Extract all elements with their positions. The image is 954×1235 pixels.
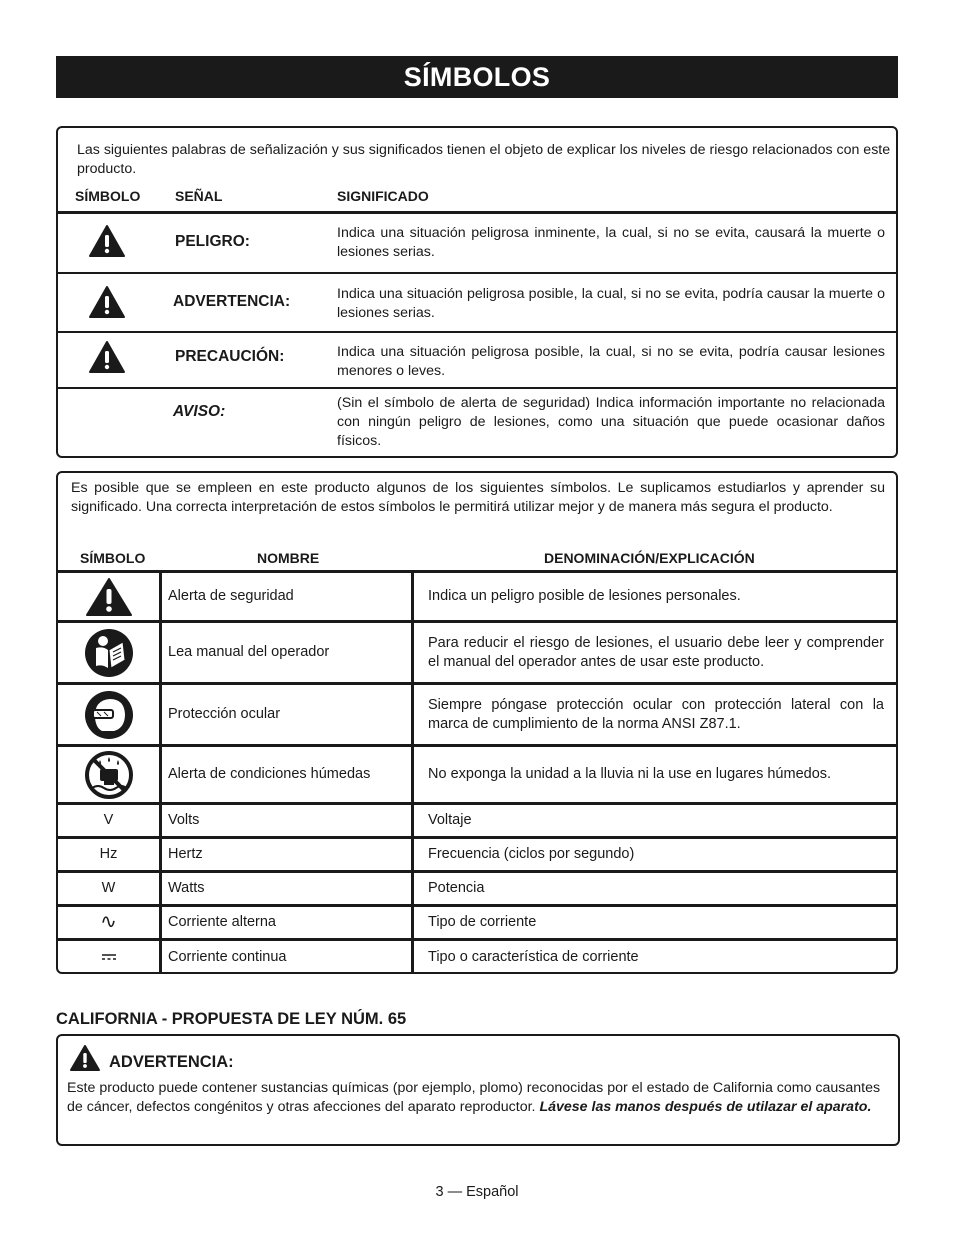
signal-text-precaucion: Indica una situación peligrosa posible, la cual, si no se evita, podría causar lesiones menores o leves. xyxy=(337,344,885,379)
description-cell: Para reducir el riesgo de lesiones, el usuario debe leer y comprender el manual del operador antes de usar este producto. xyxy=(428,634,884,670)
description-cell: Siempre póngase protección ocular con protección lateral con la marca de cumplimiento de la norma ANSI Z87.1. xyxy=(428,696,884,732)
alternating-current-icon: ∿ xyxy=(100,911,117,933)
name-cell: Protección ocular xyxy=(168,706,281,722)
table-row xyxy=(58,907,896,941)
name-cell: Corriente continua xyxy=(168,948,287,965)
table-row xyxy=(58,941,896,973)
name-cell: Alerta de condiciones húmedas xyxy=(168,766,371,782)
header-description: DENOMINACIÓN/EXPLICACIÓN xyxy=(544,550,755,566)
direct-current-icon xyxy=(101,953,117,961)
name-cell: Watts xyxy=(168,880,205,896)
symbol-cell xyxy=(58,747,159,802)
name-cell: Hertz xyxy=(168,846,203,862)
column-divider xyxy=(159,570,162,974)
signal-label-precaucion: PRECAUCIÓN: xyxy=(175,348,285,365)
symbol-cell xyxy=(58,941,159,973)
description-cell: Voltaje xyxy=(428,812,472,828)
name-cell: Volts xyxy=(168,812,200,828)
divider xyxy=(58,211,896,214)
signal-text-aviso: (Sin el símbolo de alerta de seguridad) Indica información importante no relacionada con ningún peligro de lesiones, como una situación que puede ocasionar daños físicos. xyxy=(337,395,885,449)
symbols-table xyxy=(58,570,896,965)
california-warning-box xyxy=(56,1034,900,1146)
divider xyxy=(58,272,896,274)
description-cell: Tipo de corriente xyxy=(428,914,537,930)
symbol-cell xyxy=(58,685,159,744)
symbol-cell xyxy=(58,573,159,620)
signal-intro: Las siguientes palabras de señalización y sus significados tienen el objeto de explicar los niveles de riesgo relacionados con este producto. xyxy=(77,142,891,177)
alert-triangle-icon xyxy=(88,224,126,258)
header-signal: SEÑAL xyxy=(175,188,223,204)
column-divider xyxy=(411,570,414,974)
alert-triangle-icon xyxy=(88,340,126,374)
table-row xyxy=(58,623,896,685)
symbol-cell xyxy=(58,623,159,682)
page-footer: 3 — Español xyxy=(435,1184,519,1200)
signal-words-box xyxy=(56,126,898,458)
description-cell: Indica un peligro posible de lesiones personales. xyxy=(428,588,741,604)
divider xyxy=(58,387,896,389)
california-text xyxy=(67,1079,891,1117)
description-cell: Potencia xyxy=(428,880,485,896)
signal-text-advertencia: Indica una situación peligrosa posible, la cual, si no se evita, podría causar la muerte o lesiones serias. xyxy=(337,286,885,321)
alert-triangle-icon xyxy=(88,285,126,319)
wet-conditions-icon xyxy=(84,750,134,800)
symbol-cell: V xyxy=(103,812,114,828)
header-symbol: SÍMBOLO xyxy=(75,188,141,204)
eye-protection-icon xyxy=(84,690,134,740)
name-cell: Lea manual del operador xyxy=(168,644,330,660)
table-row xyxy=(58,573,896,623)
warning-label: ADVERTENCIA: xyxy=(109,1053,234,1071)
signal-label-peligro: PELIGRO: xyxy=(175,233,250,250)
name-cell: Alerta de seguridad xyxy=(168,588,294,604)
safety-alert-icon xyxy=(85,577,133,617)
divider xyxy=(58,331,896,333)
header-symbol: SÍMBOLO xyxy=(80,550,146,566)
description-cell: No exponga la unidad a la lluvia ni la use en lugares húmedos. xyxy=(428,766,832,782)
symbol-cell: Hz xyxy=(99,846,118,862)
page-title: SÍMBOLOS xyxy=(56,56,898,98)
name-cell: Corriente alterna xyxy=(168,914,276,930)
table-row xyxy=(58,747,896,805)
header-meaning: SIGNIFICADO xyxy=(337,188,429,204)
california-emphasis: Lávese las manos después de utilazar el aparato. xyxy=(539,1099,872,1115)
california-body: Este producto puede contener sustancias químicas (por ejemplo, plomo) reconocidas por el estado de California como causantes de cáncer, defectos congénitos y otras afecciones del aparato reproductor. xyxy=(67,1080,881,1115)
signal-text-peligro: Indica una situación peligrosa inminente, la cual, si no se evita, causará la muerte o lesiones serias. xyxy=(337,225,885,260)
table-row xyxy=(58,805,896,839)
table-row xyxy=(58,685,896,747)
signal-label-aviso: AVISO: xyxy=(173,403,226,420)
read-manual-icon xyxy=(84,628,134,678)
table-row xyxy=(58,839,896,873)
description-cell: Tipo o característica de corriente xyxy=(428,948,639,965)
table-row xyxy=(58,873,896,907)
description-cell: Frecuencia (ciclos por segundo) xyxy=(428,846,635,862)
signal-label-advertencia: ADVERTENCIA: xyxy=(173,293,291,310)
alert-triangle-icon xyxy=(69,1044,101,1072)
symbol-cell: W xyxy=(101,880,116,896)
symbols-box xyxy=(56,471,898,974)
california-title: CALIFORNIA - PROPUESTA DE LEY NÚM. 65 xyxy=(56,1010,407,1028)
symbols-intro: Es posible que se empleen en este producto algunos de los siguientes símbolos. Le suplicamos estudiarlos y aprender su significado. Una correcta interpretación de estos símbolos le permitirá utilizar mejor y de manera más segura el producto. xyxy=(71,480,885,515)
header-name: NOMBRE xyxy=(257,550,320,566)
